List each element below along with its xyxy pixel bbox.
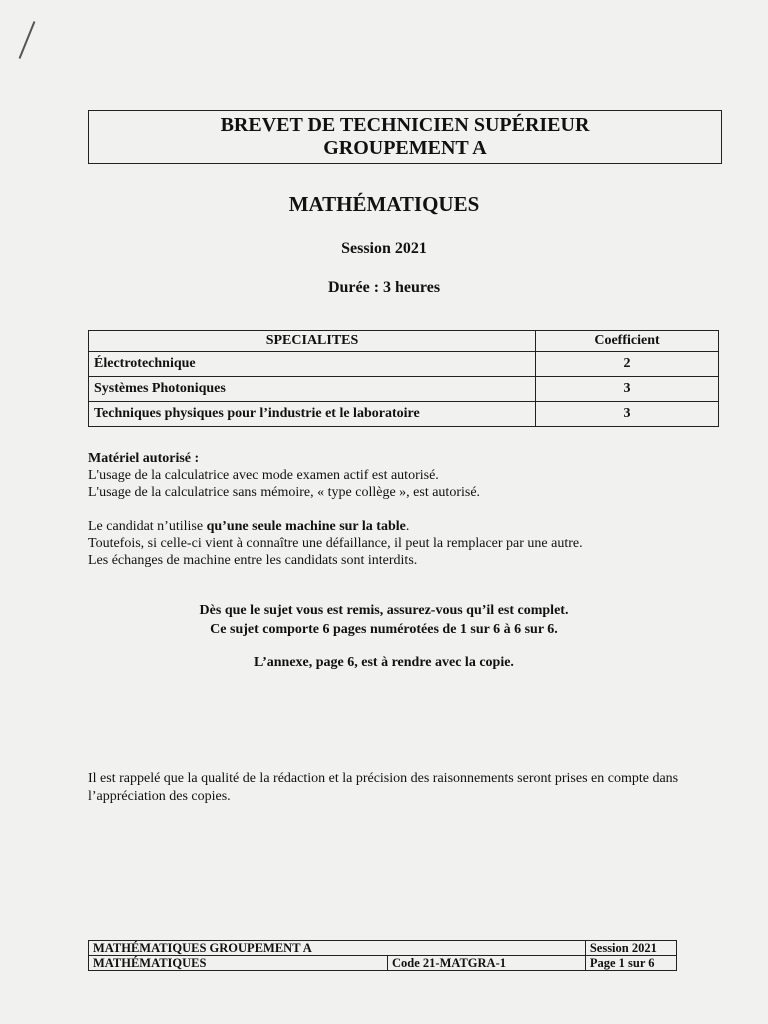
candidat-line2: Toutefois, si celle-ci vient à connaître une défaillance, il peut la remplacer par une autre. — [88, 536, 583, 551]
session-label: Session 2021 — [341, 240, 427, 257]
duration-label: Durée : 3 heures — [327, 279, 441, 296]
exam-title-line1: BREVET DE TECHNICIEN SUPÉRIEUR — [220, 114, 590, 136]
specialite-name: Systèmes Photoniques — [89, 377, 536, 402]
materiel-line: L'usage de la calculatrice sans mémoire, « type collège », est autorisé. — [88, 485, 481, 500]
rappel-paragraph: Il est rappelé que la qualité de la rédaction et la précision des raisonnements seront prises en compte dans l’appréciation des copies. — [88, 771, 679, 804]
exam-title-box — [88, 110, 722, 164]
notice-complete: Dès que le sujet vous est remis, assurez-vous qu’il est complet. — [199, 603, 569, 618]
notice-pages: Ce sujet comporte 6 pages numérotées de 1 sur 6 à 6 sur 6. — [210, 622, 558, 637]
pencil-mark — [19, 21, 36, 59]
column-header-coefficient: Coefficient — [536, 331, 719, 352]
candidat-line3: Les échanges de machine entre les candidats sont interdits. — [88, 553, 418, 568]
table-row — [89, 402, 719, 427]
materiel-heading: Matériel autorisé : — [88, 451, 200, 466]
footer-row — [89, 941, 677, 956]
footer-title1: MATHÉMATIQUES GROUPEMENT A — [89, 941, 586, 956]
footer-session: Session 2021 — [585, 941, 676, 956]
candidat-line1-end: . — [405, 519, 410, 534]
candidat-line1 — [88, 518, 583, 535]
materiel-section — [88, 450, 480, 501]
candidat-line1-bold: qu’une seule machine sur la table — [206, 519, 406, 534]
specialite-coef: 3 — [536, 402, 719, 427]
specialite-coef: 3 — [536, 377, 719, 402]
column-header-specialite: SPECIALITES — [89, 331, 536, 352]
footer-table — [88, 940, 677, 971]
subject-title: MATHÉMATIQUES — [288, 192, 480, 216]
specialite-coef: 2 — [536, 352, 719, 377]
exam-title-line2: GROUPEMENT A — [323, 137, 487, 159]
candidat-section — [88, 518, 583, 569]
table-row — [89, 352, 719, 377]
footer-row — [89, 956, 677, 971]
specialite-name: Électrotechnique — [89, 352, 536, 377]
footer-title2: MATHÉMATIQUES — [89, 956, 388, 971]
notice-annexe: L’annexe, page 6, est à rendre avec la copie. — [254, 655, 514, 670]
materiel-line: L'usage de la calculatrice avec mode examen actif est autorisé. — [88, 468, 439, 483]
table-row — [89, 377, 719, 402]
table-header-row — [89, 331, 719, 352]
specialite-name: Techniques physiques pour l’industrie et le laboratoire — [89, 402, 536, 427]
footer-code: Code 21-MATGRA-1 — [388, 956, 586, 971]
specialites-table — [88, 330, 719, 427]
candidat-line1-start: Le candidat n’utilise — [88, 519, 207, 534]
footer-page: Page 1 sur 6 — [585, 956, 676, 971]
